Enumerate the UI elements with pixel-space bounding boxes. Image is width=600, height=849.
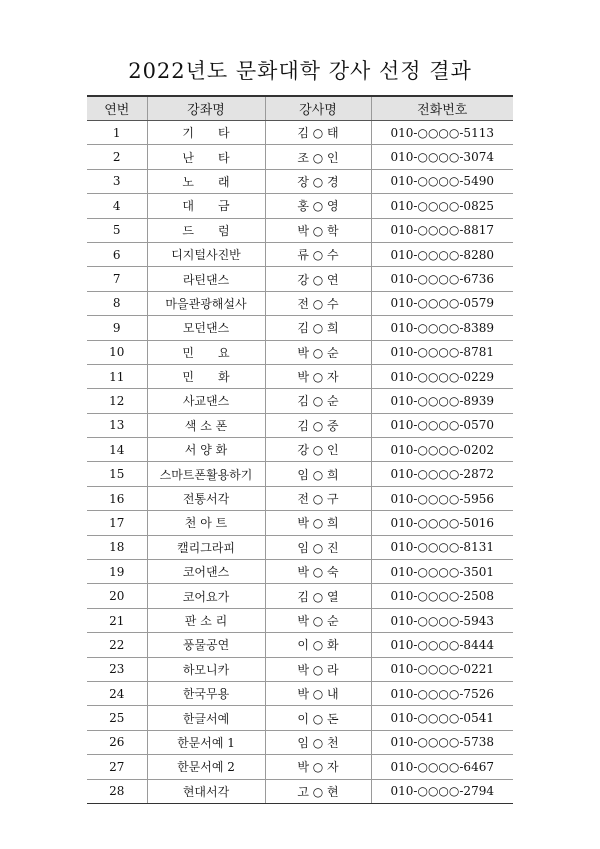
phone-number: 010-○○○○-0202 (371, 438, 513, 462)
course-name: 대 금 (147, 194, 265, 218)
course-name: 마을관광해설사 (147, 291, 265, 315)
instructor-name: 김 ○ 태 (265, 121, 371, 145)
instructor-name: 전 ○ 수 (265, 291, 371, 315)
instructor-name: 강 ○ 연 (265, 267, 371, 291)
instructor-name: 김 ○ 중 (265, 413, 371, 437)
phone-number: 010-○○○○-5956 (371, 486, 513, 510)
instructor-name: 김 ○ 열 (265, 584, 371, 608)
instructor-name: 임 ○ 희 (265, 462, 371, 486)
table-row (87, 364, 513, 388)
phone-number: 010-○○○○-8781 (371, 340, 513, 364)
row-number: 28 (87, 779, 147, 803)
table-row (87, 706, 513, 730)
course-name: 천 아 트 (147, 511, 265, 535)
table-row (87, 218, 513, 242)
row-number: 27 (87, 755, 147, 779)
phone-number: 010-○○○○-8131 (371, 535, 513, 559)
table-row (87, 169, 513, 193)
instructor-name: 김 ○ 순 (265, 389, 371, 413)
row-number: 19 (87, 560, 147, 584)
phone-number: 010-○○○○-5943 (371, 608, 513, 632)
phone-number: 010-○○○○-8817 (371, 218, 513, 242)
table-row (87, 730, 513, 754)
course-name: 민 요 (147, 340, 265, 364)
row-number: 3 (87, 169, 147, 193)
row-number: 7 (87, 267, 147, 291)
row-number: 26 (87, 730, 147, 754)
instructor-name: 강 ○ 인 (265, 438, 371, 462)
row-number: 9 (87, 316, 147, 340)
instructor-name: 박 ○ 자 (265, 364, 371, 388)
phone-number: 010-○○○○-7526 (371, 681, 513, 705)
table-row (87, 438, 513, 462)
table-row (87, 779, 513, 803)
table-row (87, 267, 513, 291)
row-number: 11 (87, 364, 147, 388)
phone-number: 010-○○○○-5113 (371, 121, 513, 145)
instructor-name: 장 ○ 경 (265, 169, 371, 193)
instructor-name: 홍 ○ 영 (265, 194, 371, 218)
table-row (87, 584, 513, 608)
table-row (87, 535, 513, 559)
phone-number: 010-○○○○-8444 (371, 633, 513, 657)
table-row (87, 755, 513, 779)
table-row (87, 486, 513, 510)
row-number: 21 (87, 608, 147, 632)
phone-number: 010-○○○○-2872 (371, 462, 513, 486)
table-row (87, 511, 513, 535)
row-number: 13 (87, 413, 147, 437)
header-course-name: 강좌명 (147, 96, 265, 121)
instructor-name: 박 ○ 순 (265, 608, 371, 632)
course-name: 한문서예 2 (147, 755, 265, 779)
row-number: 5 (87, 218, 147, 242)
table-row (87, 340, 513, 364)
table-row (87, 413, 513, 437)
instructor-name: 이 ○ 돈 (265, 706, 371, 730)
phone-number: 010-○○○○-0541 (371, 706, 513, 730)
table-row (87, 389, 513, 413)
row-number: 23 (87, 657, 147, 681)
table-row (87, 560, 513, 584)
instructor-name: 박 ○ 순 (265, 340, 371, 364)
table-row (87, 242, 513, 266)
instructor-name: 조 ○ 인 (265, 145, 371, 169)
row-number: 18 (87, 535, 147, 559)
course-name: 난 타 (147, 145, 265, 169)
phone-number: 010-○○○○-8389 (371, 316, 513, 340)
course-name: 색 소 폰 (147, 413, 265, 437)
table-row (87, 681, 513, 705)
phone-number: 010-○○○○-0570 (371, 413, 513, 437)
instructor-name: 류 ○ 수 (265, 242, 371, 266)
table-row (87, 194, 513, 218)
table-row (87, 121, 513, 145)
row-number: 20 (87, 584, 147, 608)
phone-number: 010-○○○○-5738 (371, 730, 513, 754)
row-number: 2 (87, 145, 147, 169)
row-number: 15 (87, 462, 147, 486)
row-number: 1 (87, 121, 147, 145)
row-number: 6 (87, 242, 147, 266)
table-row (87, 291, 513, 315)
course-name: 모던댄스 (147, 316, 265, 340)
phone-number: 010-○○○○-6736 (371, 267, 513, 291)
table-row (87, 462, 513, 486)
course-name: 캘리그라피 (147, 535, 265, 559)
course-name: 디지털사진반 (147, 242, 265, 266)
row-number: 24 (87, 681, 147, 705)
course-name: 드 럼 (147, 218, 265, 242)
course-name: 풍물공연 (147, 633, 265, 657)
phone-number: 010-○○○○-3074 (371, 145, 513, 169)
row-number: 14 (87, 438, 147, 462)
instructor-name: 박 ○ 숙 (265, 560, 371, 584)
instructor-name: 김 ○ 희 (265, 316, 371, 340)
course-name: 한국무용 (147, 681, 265, 705)
instructor-name: 고 ○ 현 (265, 779, 371, 803)
instructor-name: 이 ○ 화 (265, 633, 371, 657)
row-number: 17 (87, 511, 147, 535)
header-instructor-name: 강사명 (265, 96, 371, 121)
table-row (87, 316, 513, 340)
row-number: 10 (87, 340, 147, 364)
table-row (87, 145, 513, 169)
phone-number: 010-○○○○-0579 (371, 291, 513, 315)
phone-number: 010-○○○○-5016 (371, 511, 513, 535)
course-name: 기 타 (147, 121, 265, 145)
table-row (87, 608, 513, 632)
course-name: 하모니카 (147, 657, 265, 681)
instructor-results-table (87, 95, 513, 804)
instructor-name: 박 ○ 학 (265, 218, 371, 242)
row-number: 16 (87, 486, 147, 510)
table-body (87, 121, 513, 804)
row-number: 8 (87, 291, 147, 315)
table-row (87, 657, 513, 681)
phone-number: 010-○○○○-3501 (371, 560, 513, 584)
header-phone: 전화번호 (371, 96, 513, 121)
instructor-name: 박 ○ 라 (265, 657, 371, 681)
course-name: 한문서예 1 (147, 730, 265, 754)
course-name: 서 양 화 (147, 438, 265, 462)
course-name: 라틴댄스 (147, 267, 265, 291)
phone-number: 010-○○○○-8280 (371, 242, 513, 266)
course-name: 현대서각 (147, 779, 265, 803)
course-name: 전통서각 (147, 486, 265, 510)
row-number: 4 (87, 194, 147, 218)
instructor-name: 전 ○ 구 (265, 486, 371, 510)
course-name: 코어요가 (147, 584, 265, 608)
instructor-name: 임 ○ 천 (265, 730, 371, 754)
course-name: 한글서예 (147, 706, 265, 730)
course-name: 판 소 리 (147, 608, 265, 632)
phone-number: 010-○○○○-0229 (371, 364, 513, 388)
row-number: 25 (87, 706, 147, 730)
course-name: 민 화 (147, 364, 265, 388)
instructor-name: 박 ○ 내 (265, 681, 371, 705)
phone-number: 010-○○○○-6467 (371, 755, 513, 779)
instructor-name: 박 ○ 자 (265, 755, 371, 779)
header-number: 연번 (87, 96, 147, 121)
row-number: 12 (87, 389, 147, 413)
phone-number: 010-○○○○-8939 (371, 389, 513, 413)
phone-number: 010-○○○○-2508 (371, 584, 513, 608)
phone-number: 010-○○○○-5490 (371, 169, 513, 193)
instructor-name: 임 ○ 진 (265, 535, 371, 559)
phone-number: 010-○○○○-0221 (371, 657, 513, 681)
document-title: 2022년도 문화대학 강사 선정 결과 (128, 59, 472, 83)
course-name: 노 래 (147, 169, 265, 193)
course-name: 코어댄스 (147, 560, 265, 584)
phone-number: 010-○○○○-2794 (371, 779, 513, 803)
course-name: 사교댄스 (147, 389, 265, 413)
instructor-name: 박 ○ 희 (265, 511, 371, 535)
course-name: 스마트폰활용하기 (147, 462, 265, 486)
header-row (87, 96, 513, 121)
phone-number: 010-○○○○-0825 (371, 194, 513, 218)
table-row (87, 633, 513, 657)
row-number: 22 (87, 633, 147, 657)
